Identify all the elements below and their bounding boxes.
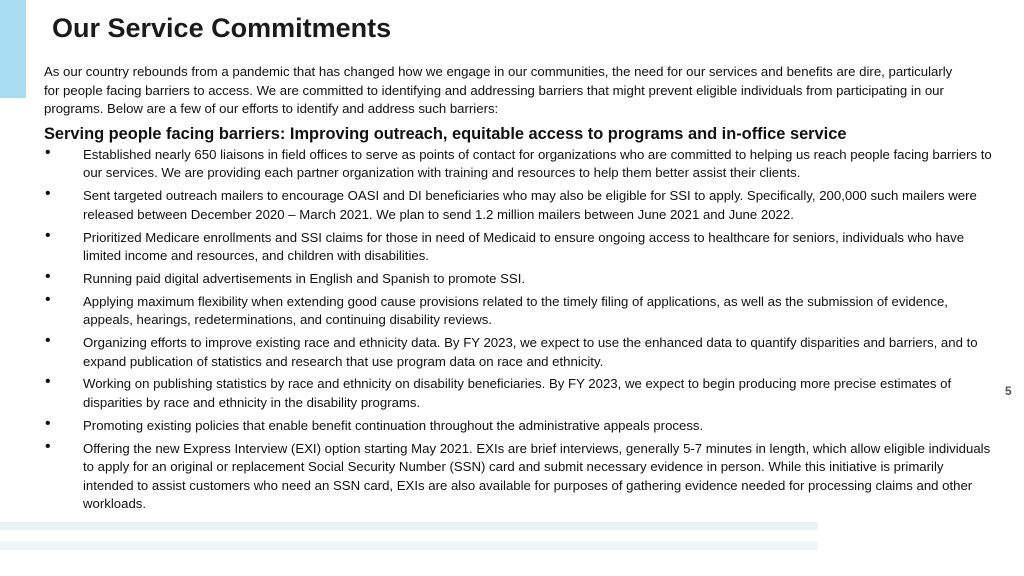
accent-bar (0, 0, 26, 98)
bullet-icon: • (45, 414, 51, 432)
bullet-item (44, 437, 994, 514)
bullet-item (44, 267, 994, 289)
bullet-item (44, 375, 994, 412)
bullet-icon: • (45, 437, 51, 455)
bullet-icon: • (45, 373, 51, 391)
bullet-icon: • (45, 267, 51, 285)
decorative-stripe (0, 541, 818, 550)
slide-title: Our Service Commitments (52, 13, 392, 43)
bullet-item (44, 334, 994, 371)
bullet-text: Promoting existing policies that enable benefit continuation throughout the administrative appeals process. (83, 417, 704, 433)
bullet-text: Applying maximum flexibility when extending good cause provisions related to the timely filing of applications, as well as the submission of evidence, appeals, hearings, redeterminations, and continuing disability reviews. (83, 293, 948, 328)
bullet-list (44, 143, 994, 514)
bullet-item (44, 187, 994, 224)
intro-paragraph: As our country rebounds from a pandemic that has changed how we engage in our communities, the need for our services and benefits are dire, particularly for people facing barriers to access. We are committed to identifying and addressing barriers that might prevent eligible individuals from participating in our programs. Below are a few of our efforts to identify and address such barriers: (44, 64, 953, 117)
bullet-icon: • (45, 226, 51, 244)
bullet-item (44, 290, 994, 330)
bullet-text: Established nearly 650 liaisons in field offices to serve as points of contact for organizations who are committed to helping us reach people facing barriers to our services. We are providing each partner organization with training and resources to help them better assist their clients. (83, 146, 992, 181)
bullet-text: Working on publishing statistics by race and ethnicity on disability beneficiaries. By FY 2023, we expect to begin producing more precise estimates of disparities by race and ethnicity in the disability programs. (83, 376, 952, 411)
bullet-icon: • (45, 185, 51, 203)
bullet-icon: • (45, 290, 51, 308)
bullet-text: Prioritized Medicare enrollments and SSI claims for those in need of Medicaid to ensure ongoing access to healthcare for seniors, individuals who have limited income and resources, and children with disabilities. (83, 229, 965, 264)
bullet-text: Sent targeted outreach mailers to encourage OASI and DI beneficiaries who may also be eligible for SSI to apply. Specifically, 200,000 such mailers were released between December 2020 – March 2021. We plan to send 1.2 million mailers between June 2021 and June 2022. (83, 188, 977, 222)
bullet-item (44, 226, 994, 266)
bullet-text: Offering the new Express Interview (EXI) option starting May 2021. EXIs are brief interviews, generally 5-7 minutes in length, which allow eligible individuals to apply for an original or replacement Social Security Number (SSN) card and submit necessary evidence in person. While this initiative is primarily intended to assist customers who need an SSN card, EXIs are also available for purposes of gathering evidence needed for processing claims and other workloads. (83, 440, 991, 512)
bullet-text: Running paid digital advertisements in English and Spanish to promote SSI. (83, 270, 526, 286)
bullet-item (44, 414, 994, 436)
bullet-item (44, 143, 994, 183)
section-subheading: Serving people facing barriers: Improving outreach, equitable access to programs and in-office service (44, 124, 847, 143)
bullet-icon: • (45, 143, 51, 161)
page-number: 5 (1005, 384, 1012, 398)
decorative-stripe (0, 522, 818, 530)
bullet-icon: • (45, 332, 51, 350)
slide-body (44, 63, 994, 518)
bullet-text: Organizing efforts to improve existing race and ethnicity data. By FY 2023, we expect to use the enhanced data to quantify disparities and barriers, and to expand publication of statistics and research that use program data on race and ethnicity. (83, 335, 978, 369)
